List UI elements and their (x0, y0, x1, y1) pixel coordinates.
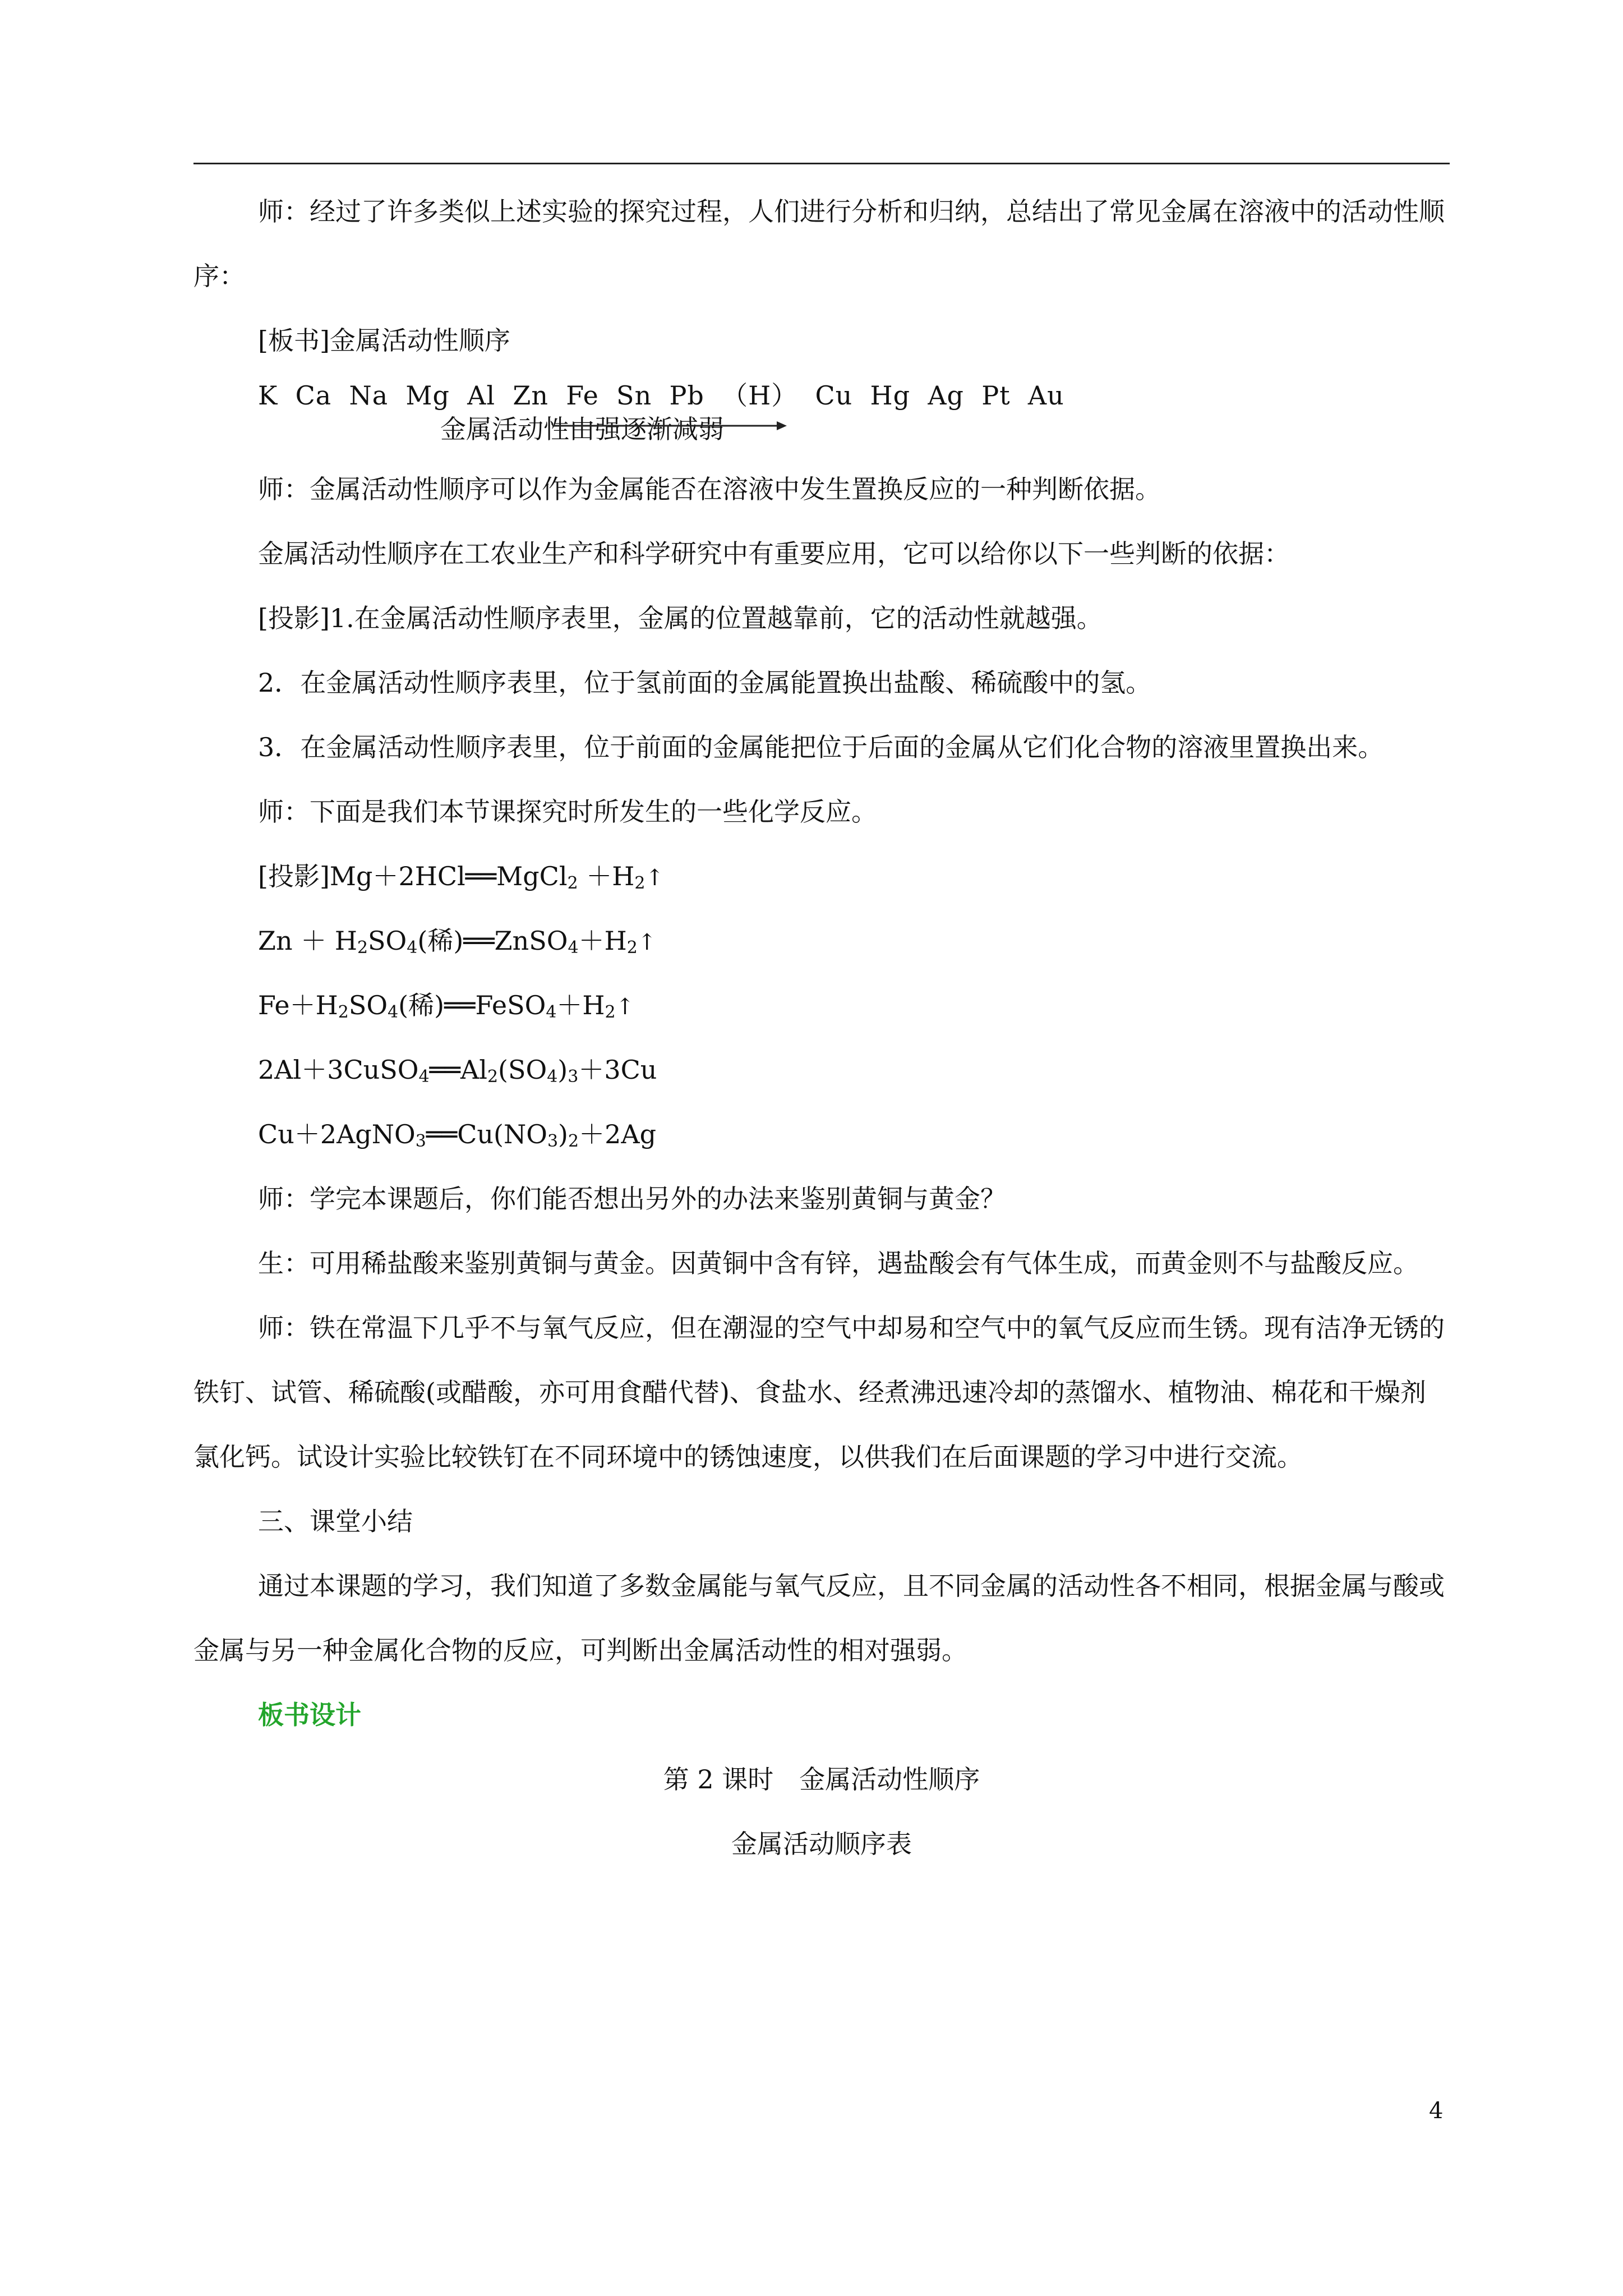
equation-mg-hcl: [投影]Mg＋2HCl══MgCl$_2$ $+H_2↑$ (258, 861, 665, 893)
section-heading-summary: 三、课堂小结 (258, 1506, 413, 1536)
equation-fe-h2so4: $Fe+H_2SO_4$(稀)$══FeSO_4+H_2↑$ (258, 990, 635, 1022)
projection-point-1: [投影]1.在金属活动性顺序表里，金属的位置越靠前，它的活动性就越强。 (258, 603, 1103, 633)
board-design-heading: 板书设计 (258, 1700, 361, 1730)
header-rule (193, 163, 1450, 164)
page-number: 4 (1429, 2098, 1444, 2124)
paragraph-applications: 金属活动性顺序在工农业生产和科学研究中有重要应用，它可以给你以下一些判断的依据： (258, 539, 1290, 569)
paragraph-teacher-question: 师：学完本课题后，你们能否想出另外的办法来鉴别黄铜与黄金？ (258, 1184, 1006, 1214)
paragraph-teacher-basis: 师：金属活动性顺序可以作为金属能否在溶液中发生置换反应的一种判断依据。 (258, 474, 1161, 504)
activity-arrow-row (193, 414, 1450, 457)
activity-series: K Ca Na Mg Al Zn Fe Sn Pb （H） Cu Hg Ag Pt Au (258, 380, 1064, 411)
activity-arrow-label: 金属活动性由强逐渐减弱 (440, 414, 724, 444)
paragraph-student-answer: 生：可用稀盐酸来鉴别黄铜与黄金。因黄铜中含有锌，遇盐酸会有气体生成，而黄金则不与盐酸反应。 (258, 1248, 1419, 1278)
paragraph-teacher-summary: 师：经过了许多类似上述实验的探究过程，人们进行分析和归纳，总结出了常见金属在溶液中的活动性顺序： (193, 196, 1445, 291)
paragraph-teacher-rust: 师：铁在常温下几乎不与氧气反应，但在潮湿的空气中却易和空气中的氧气反应而生锈。现有洁净无锈的铁钉、试管、稀硫酸(或醋酸，亦可用食醋代替)、食盐水、经煮沸迅速冷却的蒸馏水、植物油、棉花和干燥剂氯化钙。试设计实验比较铁钉在不同环境中的锈蚀速度，以供我们在后面课题的学习中进行交流。 (193, 1313, 1445, 1472)
equation-cu-agno3: $Cu+2AgNO_3══Cu(NO_3)_2+2Ag$ (258, 1119, 657, 1151)
document-body (193, 180, 1450, 1876)
projection-point-3: 3．在金属活动性顺序表里，位于前面的金属能把位于后面的金属从它们化合物的溶液里置换出来。 (258, 732, 1384, 762)
right-arrow-icon (552, 418, 788, 435)
lesson-title: 第 2 课时 金属活动性顺序 (663, 1764, 980, 1795)
paragraph-teacher-reactions: 师：下面是我们本节课探究时所发生的一些化学反应。 (258, 797, 877, 827)
projection-point-2: 2．在金属活动性顺序表里，位于氢前面的金属能置换出盐酸、稀硫酸中的氢。 (258, 668, 1152, 698)
paragraph-summary: 通过本课题的学习，我们知道了多数金属能与氧气反应，且不同金属的活动性各不相同，根据金属与酸或金属与另一种金属化合物的反应，可判断出金属活动性的相对强弱。 (193, 1571, 1445, 1665)
table-title: 金属活动顺序表 (731, 1829, 912, 1859)
equation-al-cuso4: $2Al+3CuSO_4══Al_2(SO_4)_3+3Cu$ (258, 1055, 657, 1087)
board-label: [板书]金属活动性顺序 (258, 325, 510, 356)
equation-zn-h2so4: $Zn + H_2SO_4$(稀)$══ZnSO_4+H_2↑$ (258, 926, 657, 958)
